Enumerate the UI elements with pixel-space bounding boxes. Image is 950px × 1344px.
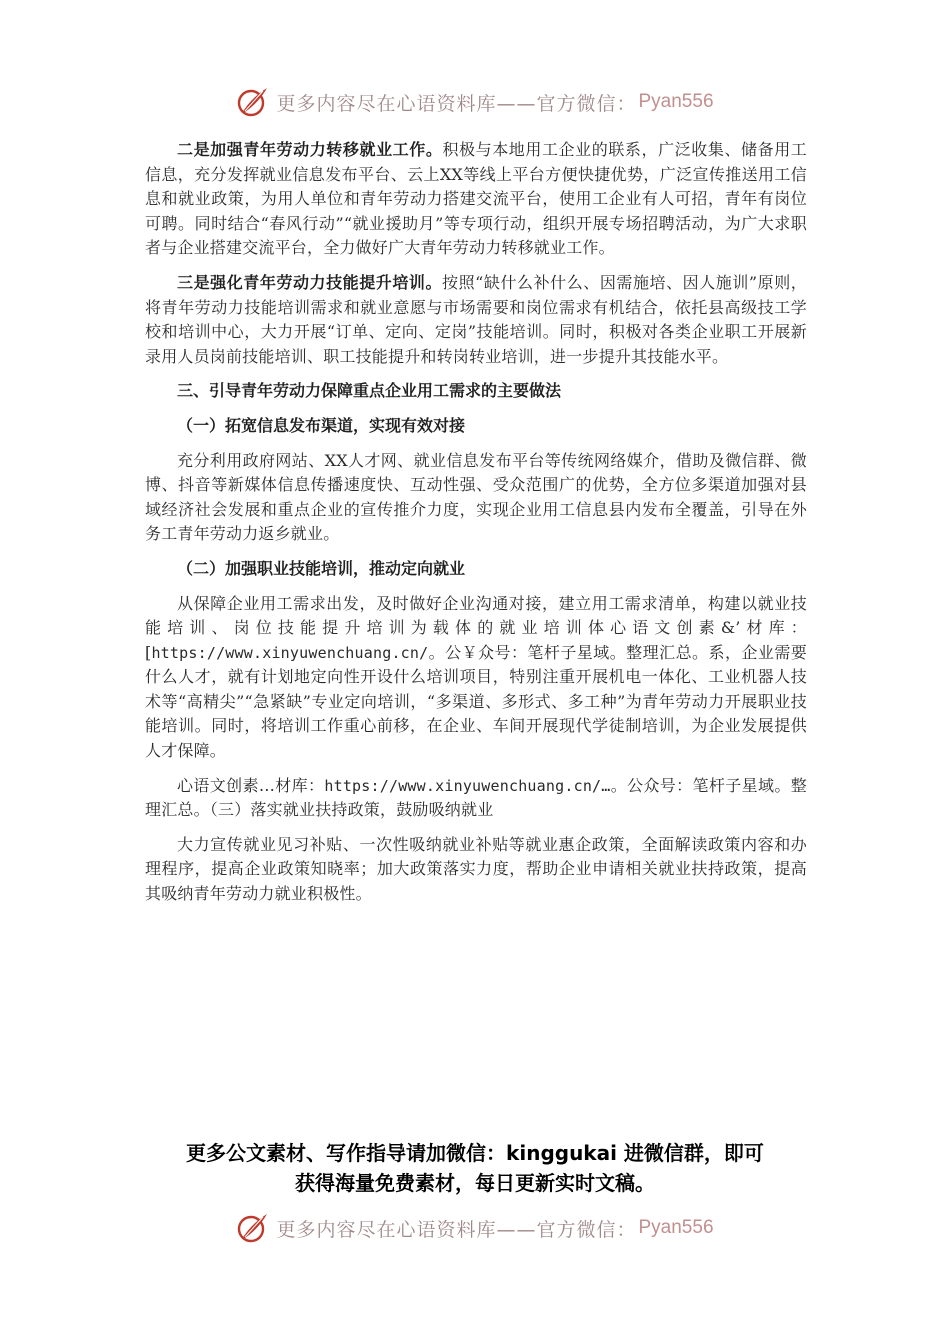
banner-text: 更多内容尽在心语资料库——官方微信：	[276, 92, 637, 115]
paragraph-watermark	[145, 774, 807, 823]
paragraph-text: 按照“缺什么补什么、因需施培、因人施训”原则，将青年劳动力技能培训需求和就业意愿与市场需要和岗位需求有机结合，依托县高级技工学校和培训中心，大力开展“订单、定向、定岗”技能培训。同时，积极对各类企业职工开展新录用人员岗前技能培训、职工技能提升和转岗转业培训，进一步提升其技能水平。	[145, 272, 807, 366]
header-banner	[0, 82, 950, 122]
footer-promo	[120, 1138, 830, 1198]
paragraph-text: 充分利用政府网站、XX人才网、就业信息发布平台等传统网络媒介，借助及微信群、微博、抖音等新媒体信息传播速度快、互动性强、受众范围广的优势，全方位多渠道加强对县域经济社会发展和重点企业的宣传推介力度，实现企业用工信息县内发布全覆盖，引导在外务工青年劳动力返乡就业。	[145, 450, 807, 544]
footer-banner	[0, 1208, 950, 1248]
paragraph-lead: 二是加强青年劳动力转移就业工作。	[177, 140, 443, 159]
paragraph-transfer-employment	[145, 138, 807, 261]
quill-logo-icon	[236, 85, 270, 119]
footer-line: 获得海量免费素材，每日更新实时文稿。	[295, 1171, 655, 1195]
paragraph-text: 从保障企业用工需求出发，及时做好企业沟通对接，建立用工需求清单，构建以就业技能培训、岗位技能提升培训为载体的就业培训体心语文创素&’材库：[	[145, 593, 807, 662]
watermark-url: https://www.xinyuwenchuang.cn/	[151, 643, 429, 662]
paragraph-text: 心语文创素…材库：	[177, 775, 325, 795]
watermark-url: https://www.xinyuwenchuang.cn/…	[324, 776, 611, 795]
banner-text: 更多内容尽在心语资料库——官方微信：	[276, 1218, 637, 1241]
paragraph-text: 积极与本地用工企业的联系，广泛收集、储备用工信息，充分发挥就业信息发布平台、云上XX等线上平台方便快捷优势，广泛宣传推送用工信息和就业政策，为用人单位和青年劳动力搭建交流平台，使用工企业有人可招，青年有岗位可聘。同时结合“春风行动”“就业援助月”等专项行动，组织开展专场招聘活动，为广大求职者与企业搭建交流平台，全力做好广大青年劳动力转移就业工作。	[145, 140, 808, 258]
banner-wechat-id: Pyan556	[638, 91, 714, 112]
document-body	[145, 138, 807, 917]
subsection-heading: （二）加强职业技能培训，推动定向就业	[177, 558, 466, 578]
section-heading: 三、引导青年劳动力保障重点企业用工需求的主要做法	[177, 381, 562, 401]
paragraph-lead: 三是强化青年劳动力技能提升培训。	[177, 272, 443, 292]
banner-wechat-id: Pyan556	[638, 1217, 714, 1238]
subsection-heading: （一）拓宽信息发布渠道，实现有效对接	[177, 415, 466, 435]
quill-logo-icon	[236, 1211, 270, 1245]
footer-line: 更多公文素材、写作指导请加微信：kinggukai 进微信群，即可	[186, 1141, 764, 1165]
paragraph-skill-training	[145, 271, 807, 369]
paragraph-training	[145, 592, 807, 764]
paragraph-text: 。公￥众号：笔杆子星域。整理汇总。系，企业需要什么人才，就有计划地定向性开设什么培训项目，特别注重开展机电一体化、工业机器人技术等“高精尖”“急紧缺”专业定向培训，“多渠道、多形式、多工种”为青年劳动力开展职业技能培训。同时，将培训工作重心前移，在企业、车间开展现代学徒制培训，为企业发展提供人才保障。	[145, 642, 807, 761]
paragraph-text: 大力宣传就业见习补贴、一次性吸纳就业补贴等就业惠企政策，全面解读政策内容和办理程序，提高企业政策知晓率；加大政策落实力度，帮助企业申请相关就业扶持政策，提高其吸纳青年劳动力就业积极性。	[145, 834, 807, 904]
paragraph-text: 。公众号：笔杆子星域。整理汇总。（三）落实就业扶持政策，鼓励吸纳就业	[145, 775, 807, 820]
